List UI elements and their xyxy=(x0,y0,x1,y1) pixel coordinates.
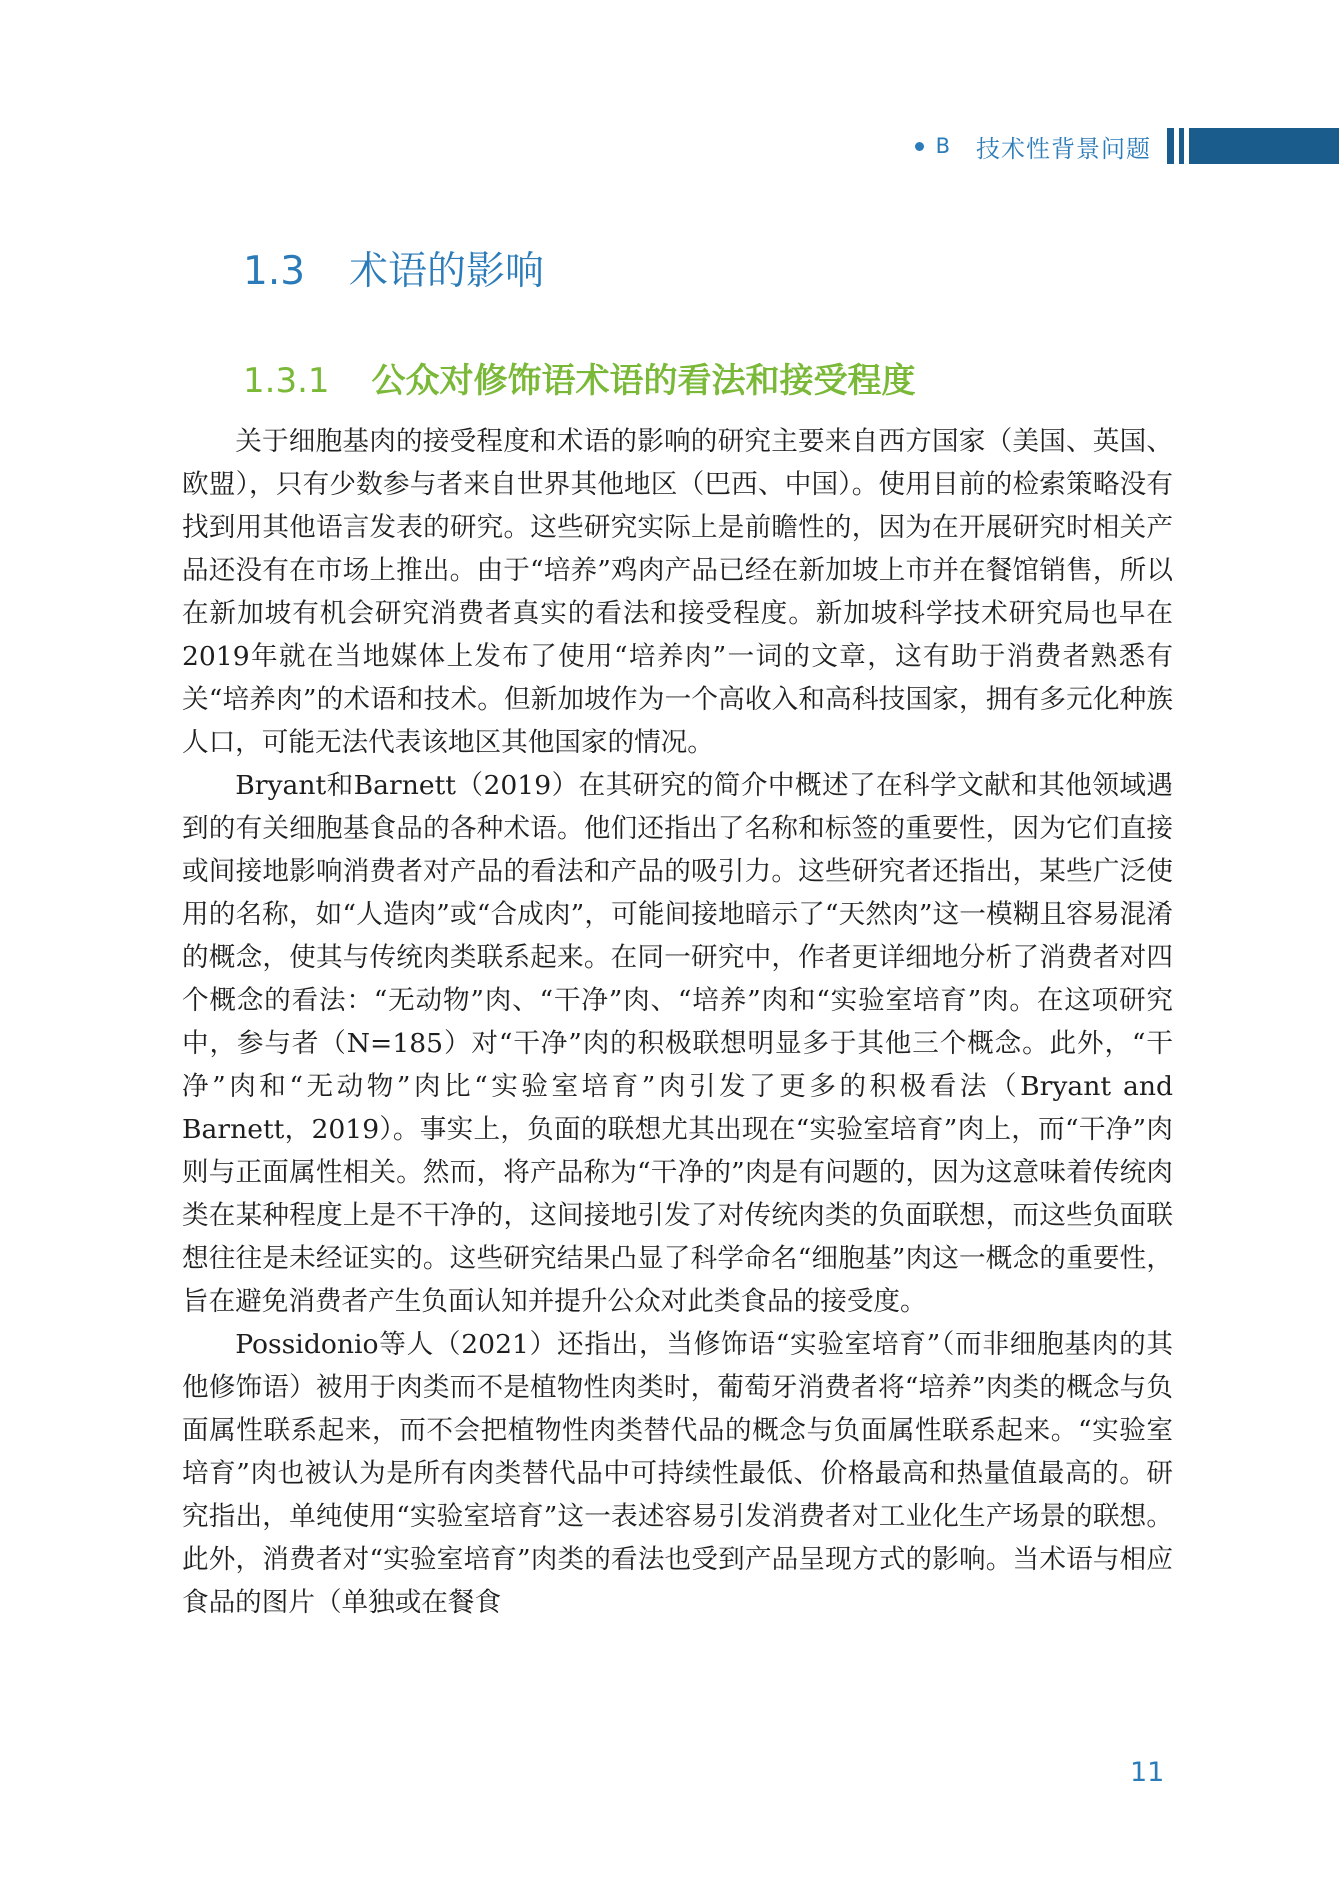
section-number: 1.3 xyxy=(243,249,306,294)
header-bar-thin xyxy=(1167,128,1174,164)
subsection-number: 1.3.1 xyxy=(243,361,330,401)
paragraph-1: 关于细胞基肉的接受程度和术语的影响的研究主要来自西方国家（美国、英国、欧盟），只有少数参与者来自世界其他地区（巴西、中国）。使用目前的检索策略没有找到用其他语言发表的研究。这些研究实际上是前瞻性的，因为在开展研究时相关产品还没有在市场上推出。由于“培养”鸡肉产品已经在新加坡上市并在餐馆销售，所以在新加坡有机会研究消费者真实的看法和接受程度。新加坡科学技术研究局也早在2019年就在当地媒体上发布了使用“培养肉”一词的文章，这有助于消费者熟悉有关“培养肉”的术语和技术。但新加坡作为一个高收入和高科技国家，拥有多元化种族人口，可能无法代表该地区其他国家的情况。 xyxy=(182,426,1173,758)
paragraph-2: Bryant和Barnett（2019）在其研究的简介中概述了在科学文献和其他领域遇到的有关细胞基食品的各种术语。他们还指出了名称和标签的重要性，因为它们直接或间接地影响消费者对产品的看法和产品的吸引力。这些研究者还指出，某些广泛使用的名称，如“人造肉”或“合成肉”，可能间接地暗示了“天然肉”这一模糊且容易混淆的概念，使其与传统肉类联系起来。在同一研究中，作者更详细地分析了消费者对四个概念的看法：“无动物”肉、“干净”肉、“培养”肉和“实验室培育”肉。在这项研究中，参与者（N=185）对“干净”肉的积极联想明显多于其他三个概念。此外，“干净”肉和“无动物”肉比“实验室培育”肉引发了更多的积极看法（Bryant and Barnett，2019）。事实上，负面的联想尤其出现在“实验室培育”肉上，而“干净”肉则与正面属性相关。然而，将产品称为“干净的”肉是有问题的，因为这意味着传统肉类在某种程度上是不干净的，这间接地引发了对传统肉类的负面联想，而这些负面联想往往是未经证实的。这些研究结果凸显了科学命名“细胞基”肉这一概念的重要性，旨在避免消费者产生负面认知并提升公众对此类食品的接受度。 xyxy=(182,770,1173,1317)
subsection-heading xyxy=(243,353,916,402)
running-header xyxy=(915,128,1339,164)
page-number: 11 xyxy=(1130,1757,1165,1788)
header-bars-decoration xyxy=(1167,128,1339,164)
bullet-dot-icon xyxy=(915,142,924,151)
header-bar-wide xyxy=(1189,128,1339,164)
header-title: 技术性背景问题 xyxy=(976,134,1151,163)
header-bar-thin xyxy=(1179,128,1184,164)
paragraph-3: Possidonio等人（2021）还指出，当修饰语“实验室培育”（而非细胞基肉的其他修饰语）被用于肉类而不是植物性肉类时，葡萄牙消费者将“培养”肉类的概念与负面属性联系起来，而不会把植物性肉类替代品的概念与负面属性联系起来。“实验室培育”肉也被认为是所有肉类替代品中可持续性最低、价格最高和热量值最高的。研究指出，单纯使用“实验室培育”这一表述容易引发消费者对工业化生产场景的联想。此外，消费者对“实验室培育”肉类的看法也受到产品呈现方式的影响。当术语与相应食品的图片（单独或在餐食 xyxy=(182,1329,1173,1618)
body-text xyxy=(182,420,1173,1624)
section-heading xyxy=(243,240,544,296)
header-part-label: B xyxy=(935,134,950,158)
section-title: 术语的影响 xyxy=(349,249,545,294)
subsection-title: 公众对修饰语术语的看法和接受程度 xyxy=(371,361,916,401)
